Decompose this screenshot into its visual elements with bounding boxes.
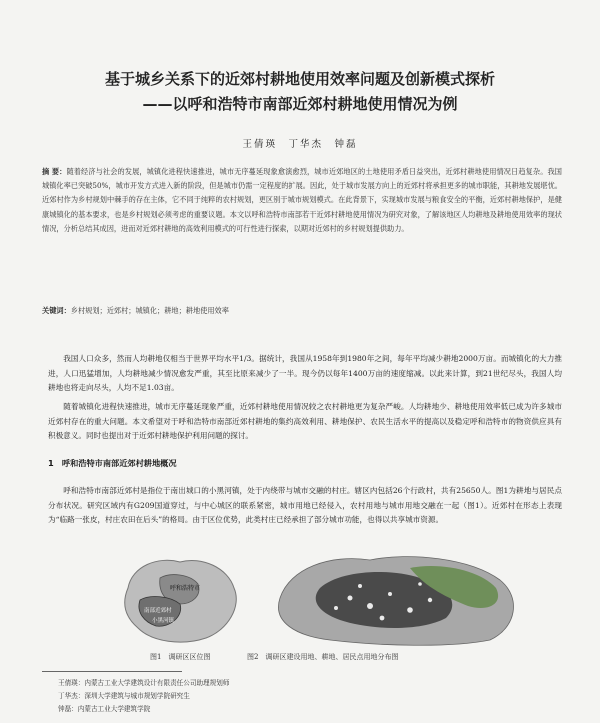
map-label-town: 小黑河镇: [152, 618, 175, 624]
map-label-city: 呼和浩特市: [170, 585, 201, 592]
body-paragraph-1: 我国人口众多，然而人均耕地仅相当于世界平均水平1/3。据统计，我国从1958年到1980年之间，每年平均减少耕地2000万亩。而城镇化的大力推进，人口迅猛增加，人均耕地减少情况愈发严重，其至比原来减少了一半。现今仍以每年1400万亩的速度缩减。以此来计算，到21世纪尽头，我国人均耕地也将走向尽头，人均不足1.03亩。: [48, 354, 562, 393]
section-heading: 1 呼和浩特市南部近郊村耕地概况: [48, 458, 177, 468]
footnote-divider: [42, 671, 182, 672]
figure-2-caption: 图2 调研区建设用地、耕地、居民点用地分布图: [247, 653, 399, 661]
abstract: [42, 165, 562, 236]
body-paragraph-3: 呼和浩特市南部近郊村是指位于南出城口的小黑河镇，处于内绕带与城市交融的村庄。辖区内包括26个行政村，共有25650人。图1为耕地与居民点分布状况。研究区域内有G209国道穿过，与中心城区的联系紧密，城市用地已经侵入，农村用地与城市用地交融在一起（图1）。近郊村在形态上表现为“临路一张皮，村庄农田在后头”的格局。由于区位优势，此类村庄已经承担了部分城市功能，也得以共享城市资源。: [48, 486, 562, 525]
footnote-3: 钟磊：内蒙古工业大学建筑学院: [58, 705, 151, 713]
figure-1-caption: 图1 调研区区位图: [150, 653, 211, 661]
location-map-figure: [110, 548, 250, 648]
keywords-text: 乡村规划；近郊村；城镇化；耕地；耕地使用效率: [70, 306, 229, 315]
paper-title-line2: ——以呼和浩特市南部近郊村耕地使用情况为例: [142, 95, 458, 113]
figures-area: [110, 548, 530, 648]
abstract-label: 摘 要：: [42, 167, 67, 176]
abstract-text: 随着经济与社会的发展，城镇化进程快速推进，城市无序蔓延现象愈演愈烈，城市近郊地区的土地使用矛盾日益突出，近郊村耕地使用情况日趋复杂。我国城镇化率已突破50%，城市开发方式进入新的阶段，但是城市仍需一定程度的扩展。因此，处于城市发展方向上的近郊村将承担更多的城市职能，其耕地发展堪忧。近郊村作为乡村规划中棘手的存在主体，它不同于纯粹的农村规划，更区别于城市规划模式。在此背景下，实现城市发展与粮食安全的平衡，近郊村耕地保护，是健康城镇化的基本要求，也是乡村规划必须考虑的重要议题。本文以呼和浩特市南部若干近郊村耕地使用情况为研究对象，了解该地区人均耕地及耕地使用效率的现状情况，分析总结其成因，进而对近郊村耕地的高效利用模式的可行性进行探索，以期对近郊村的乡村规划提供助力。: [42, 167, 562, 233]
footnote-1: 王倩瑛：内蒙古工业大学建筑设计有限责任公司助理规划师: [58, 679, 230, 687]
map-label-suburb: 南部近郊村: [144, 608, 172, 614]
paper-title-line1: 基于城乡关系下的近郊村耕地使用效率问题及创新模式探析: [104, 70, 495, 88]
footnote-2: 丁华杰：深圳大学建筑与城市规划学院研究生: [58, 692, 190, 700]
keywords: [42, 306, 562, 316]
keywords-label: 关键词：: [42, 306, 71, 315]
body-paragraph-2: 随着城镇化进程快速推进，城市无序蔓延现象严重，近郊村耕地使用情况较之农村耕地更为复杂严峻。人均耕地少、耕地使用效率低已成为许多城市近郊村存在的重大问题。本文希望对于呼和浩特市南部近郊村耕地的集约高效利用、耕地保护、农民生活水平的提高以及稳定呼和浩特市的物资供应具有积极意义。同时也提出对于近郊村耕地保护利用问题的探讨。: [48, 402, 562, 441]
land-use-map-figure: [260, 548, 530, 648]
author-list: 王倩瑛 丁华杰 钟磊: [242, 139, 358, 150]
